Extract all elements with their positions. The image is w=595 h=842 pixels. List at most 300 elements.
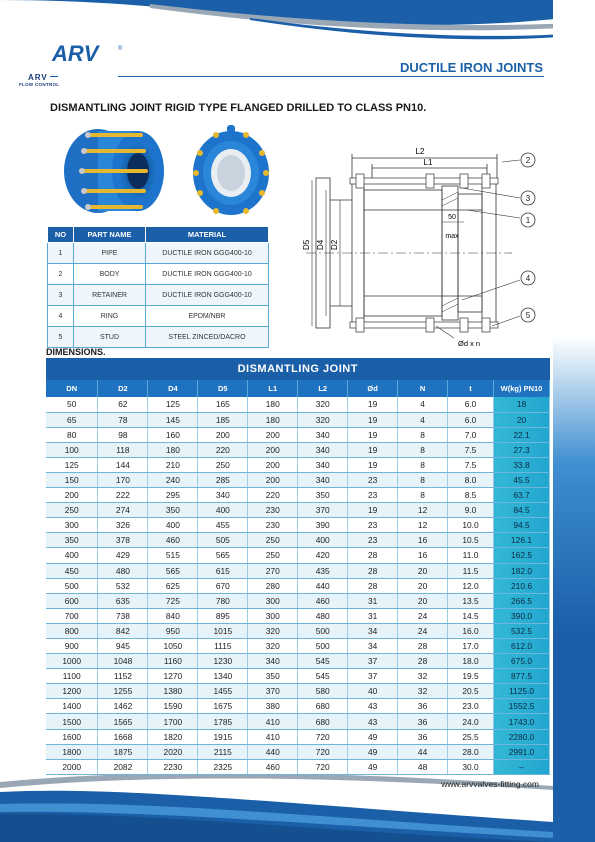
dimensions-cell: 30.0 xyxy=(448,759,494,774)
dimensions-cell: 8.5 xyxy=(448,488,494,503)
dimensions-cell: 1270 xyxy=(148,669,198,684)
dimensions-cell: 49 xyxy=(348,729,398,744)
dimensions-cell: 19 xyxy=(348,503,398,518)
dimensions-cell: 300 xyxy=(248,593,298,608)
arv-logo xyxy=(50,42,128,88)
svg-text:ARV: ARV xyxy=(52,42,99,64)
dimensions-cell: 19 xyxy=(348,427,398,442)
logo-name: ARV xyxy=(28,73,48,82)
right-accent-bar xyxy=(553,0,595,842)
dimensions-cell: 8 xyxy=(398,457,448,472)
dimensions-row xyxy=(46,714,550,729)
svg-text:2: 2 xyxy=(525,156,531,165)
dimensions-cell: 738 xyxy=(98,608,148,623)
dimensions-cell: 670 xyxy=(198,578,248,593)
dimensions-cell: 410 xyxy=(248,729,298,744)
dimensions-cell: 23 xyxy=(348,518,398,533)
dimensions-cell: 4 xyxy=(398,412,448,427)
dimensions-cell: 1565 xyxy=(98,714,148,729)
dimensions-cell: 565 xyxy=(148,563,198,578)
dimensions-cell: 36 xyxy=(398,729,448,744)
dimensions-cell: 950 xyxy=(148,623,198,638)
dimensions-cell: 100 xyxy=(46,442,98,457)
dimensions-cell: 23.0 xyxy=(448,699,494,714)
dimensions-cell: 515 xyxy=(148,548,198,563)
dimensions-cell: 200 xyxy=(248,472,298,487)
parts-cell: RING xyxy=(74,306,146,327)
dimensions-cell: 33.8 xyxy=(494,457,550,472)
dimensions-cell: 1230 xyxy=(198,654,248,669)
dimensions-cell: 615 xyxy=(198,563,248,578)
dimensions-header-cell: t xyxy=(448,380,494,397)
svg-text:®: ® xyxy=(118,46,123,52)
dimensions-cell: 420 xyxy=(298,548,348,563)
logo-tagline: FLOW CONTROL xyxy=(19,82,60,87)
dimensions-cell: 23 xyxy=(348,488,398,503)
parts-cell: 3 xyxy=(48,285,74,306)
dimensions-cell: 295 xyxy=(148,488,198,503)
dimensions-cell: 1820 xyxy=(148,729,198,744)
dimensions-cell: 250 xyxy=(248,533,298,548)
dimensions-cell: 400 xyxy=(298,533,348,548)
dimensions-cell: 11.0 xyxy=(448,548,494,563)
dimensions-header-cell: N xyxy=(398,380,448,397)
dimensions-title-row xyxy=(46,358,550,380)
parts-header-row xyxy=(48,227,269,243)
dimensions-cell: 460 xyxy=(148,533,198,548)
parts-cell: 2 xyxy=(48,264,74,285)
dimensions-cell: 19 xyxy=(348,457,398,472)
dimensions-cell: 230 xyxy=(248,503,298,518)
dimensions-cell: 180 xyxy=(248,397,298,412)
dimensions-cell: 23 xyxy=(348,533,398,548)
dimensions-cell: 380 xyxy=(248,699,298,714)
dimensions-cell: 340 xyxy=(298,442,348,457)
dimensions-cell: 43 xyxy=(348,714,398,729)
dimensions-cell: 145 xyxy=(148,412,198,427)
dimensions-cell: 842 xyxy=(98,623,148,638)
arv-logo-mark xyxy=(50,42,128,64)
dimensions-cell: 900 xyxy=(46,639,98,654)
dimensions-cell: 28 xyxy=(398,639,448,654)
dimensions-cell: 1500 xyxy=(46,714,98,729)
parts-cell: DUCTILE IRON GGG400-10 xyxy=(146,243,269,264)
dimensions-cell: 200 xyxy=(248,442,298,457)
dimensions-cell: 2991.0 xyxy=(494,744,550,759)
dimensions-cell: 8 xyxy=(398,442,448,457)
dimensions-cell: 16 xyxy=(398,548,448,563)
parts-cell: 5 xyxy=(48,327,74,348)
dimensions-cell: 48 xyxy=(398,759,448,774)
product-photo-angled xyxy=(186,123,276,218)
dimensions-cell: 150 xyxy=(46,472,98,487)
dimensions-row xyxy=(46,563,550,578)
dimensions-row xyxy=(46,397,550,412)
dimensions-cell: 1552.5 xyxy=(494,699,550,714)
dimensions-cell: 180 xyxy=(148,442,198,457)
parts-table xyxy=(47,226,269,348)
parts-cell: STUD xyxy=(74,327,146,348)
dimensions-cell: 63.7 xyxy=(494,488,550,503)
dimensions-cell: 2020 xyxy=(148,744,198,759)
dimensions-cell: 700 xyxy=(46,608,98,623)
dimensions-cell: 36 xyxy=(398,699,448,714)
dimensions-cell: 505 xyxy=(198,533,248,548)
dimensions-cell: 170 xyxy=(98,472,148,487)
dimensions-cell: 2115 xyxy=(198,744,248,759)
dimensions-cell: 580 xyxy=(298,684,348,699)
dimensions-cell: 144 xyxy=(98,457,148,472)
dimensions-cell: 675.0 xyxy=(494,654,550,669)
dimensions-cell: 1590 xyxy=(148,699,198,714)
dimensions-row xyxy=(46,533,550,548)
dimensions-cell: 94.5 xyxy=(494,518,550,533)
dimensions-cell: 185 xyxy=(198,412,248,427)
dimensions-cell: 1800 xyxy=(46,744,98,759)
parts-header-material: MATERIAL xyxy=(146,227,269,243)
dimensions-cell: 274 xyxy=(98,503,148,518)
dimensions-header-cell: L1 xyxy=(248,380,298,397)
svg-text:5: 5 xyxy=(525,311,531,320)
dimensions-cell: 1340 xyxy=(198,669,248,684)
dimensions-cell: 25.5 xyxy=(448,729,494,744)
dimensions-cell: 32 xyxy=(398,684,448,699)
dimensions-cell: 8.0 xyxy=(448,472,494,487)
dimensions-cell: 480 xyxy=(98,563,148,578)
parts-cell: BODY xyxy=(74,264,146,285)
dimensions-row xyxy=(46,729,550,744)
dimensions-cell: 4 xyxy=(398,397,448,412)
dimensions-cell: 1600 xyxy=(46,729,98,744)
dimensions-row xyxy=(46,699,550,714)
dimensions-row xyxy=(46,654,550,669)
dimensions-cell: 1100 xyxy=(46,669,98,684)
dimensions-cell: 78 xyxy=(98,412,148,427)
dimensions-cell: 14.5 xyxy=(448,608,494,623)
dimensions-cell: 532.5 xyxy=(494,623,550,638)
dimensions-cell: 455 xyxy=(198,518,248,533)
dimensions-row xyxy=(46,503,550,518)
dimensions-cell: 19 xyxy=(348,397,398,412)
dimensions-row xyxy=(46,684,550,699)
dimensions-cell: 680 xyxy=(298,699,348,714)
product-photo-assembled xyxy=(58,123,168,218)
dimensions-cell: 125 xyxy=(46,457,98,472)
parts-cell: PIPE xyxy=(74,243,146,264)
dimensions-row xyxy=(46,578,550,593)
dimensions-cell: 1152 xyxy=(98,669,148,684)
dimensions-cell: 1160 xyxy=(148,654,198,669)
dimensions-cell: 19 xyxy=(348,412,398,427)
dimensions-row xyxy=(46,412,550,427)
dimensions-cell: 895 xyxy=(198,608,248,623)
dimensions-cell: 62 xyxy=(98,397,148,412)
parts-row xyxy=(48,306,269,327)
dimensions-cell: 400 xyxy=(198,503,248,518)
dimensions-cell: 24 xyxy=(398,608,448,623)
dimensions-cell: 1675 xyxy=(198,699,248,714)
svg-text:50: 50 xyxy=(448,214,456,221)
dimensions-cell: 440 xyxy=(298,578,348,593)
dimensions-cell: 720 xyxy=(298,729,348,744)
dimensions-cell: 612.0 xyxy=(494,639,550,654)
dimensions-row xyxy=(46,472,550,487)
dimensions-cell: 400 xyxy=(148,518,198,533)
dimensions-cell: 200 xyxy=(198,427,248,442)
dimensions-cell: 300 xyxy=(248,608,298,623)
dimensions-cell: 34 xyxy=(348,623,398,638)
dimensions-cell: 285 xyxy=(198,472,248,487)
dimensions-cell: 2000 xyxy=(46,759,98,774)
dimensions-row xyxy=(46,593,550,608)
dimensions-cell: 500 xyxy=(298,623,348,638)
dimensions-header-cell: W(kg) PN10 xyxy=(494,380,550,397)
dimensions-cell: 800 xyxy=(46,623,98,638)
dimensions-cell: 635 xyxy=(98,593,148,608)
dimensions-cell: 1048 xyxy=(98,654,148,669)
dimensions-cell: 11.5 xyxy=(448,563,494,578)
dimensions-cell: 1743.0 xyxy=(494,714,550,729)
dimensions-cell: 320 xyxy=(298,397,348,412)
dimensions-cell: 37 xyxy=(348,654,398,669)
svg-text:D5: D5 xyxy=(302,239,311,250)
dimensions-cell: 600 xyxy=(46,593,98,608)
parts-row xyxy=(48,285,269,306)
dimensions-cell: 250 xyxy=(248,548,298,563)
dimensions-cell: 7.0 xyxy=(448,427,494,442)
dimensions-cell: 340 xyxy=(298,427,348,442)
parts-row xyxy=(48,327,269,348)
dimensions-row xyxy=(46,548,550,563)
dimensions-row xyxy=(46,457,550,472)
dimensions-cell: 23 xyxy=(348,472,398,487)
dimensions-cell: 24 xyxy=(398,623,448,638)
dimensions-cell: 435 xyxy=(298,563,348,578)
parts-cell: DUCTILE IRON GGG400-10 xyxy=(146,264,269,285)
svg-text:L2: L2 xyxy=(415,147,425,156)
dimensions-cell: 28.0 xyxy=(448,744,494,759)
dimensions-row xyxy=(46,744,550,759)
dimensions-row xyxy=(46,623,550,638)
dimensions-cell: 720 xyxy=(298,744,348,759)
dimensions-cell: 1915 xyxy=(198,729,248,744)
dimensions-header-cell: D4 xyxy=(148,380,198,397)
dimensions-cell: 16 xyxy=(398,533,448,548)
dimensions-cell: 326 xyxy=(98,518,148,533)
dimensions-cell: 16.0 xyxy=(448,623,494,638)
dimensions-cell: 1668 xyxy=(98,729,148,744)
dimensions-cell: 378 xyxy=(98,533,148,548)
dimensions-cell: 2082 xyxy=(98,759,148,774)
dimensions-cell: 1400 xyxy=(46,699,98,714)
dimensions-cell: 6.0 xyxy=(448,397,494,412)
dimensions-cell: 9.0 xyxy=(448,503,494,518)
dimensions-cell: 31 xyxy=(348,593,398,608)
dimensions-cell: 390.0 xyxy=(494,608,550,623)
dimensions-row xyxy=(46,488,550,503)
dimensions-cell: 222 xyxy=(98,488,148,503)
dimensions-cell: 370 xyxy=(298,503,348,518)
dimensions-cell: 44 xyxy=(398,744,448,759)
dimensions-cell: 1462 xyxy=(98,699,148,714)
parts-cell: STEEL ZINCED/DACRO xyxy=(146,327,269,348)
dimensions-cell: 266.5 xyxy=(494,593,550,608)
dimensions-cell: 625 xyxy=(148,578,198,593)
dimensions-cell: 182.0 xyxy=(494,563,550,578)
dimensions-cell: 28 xyxy=(348,578,398,593)
svg-text:3: 3 xyxy=(525,194,531,203)
dimensions-table-title: DISMANTLING JOINT xyxy=(46,358,550,380)
dimensions-cell: 180 xyxy=(248,412,298,427)
dimensions-cell: – xyxy=(494,759,550,774)
dimensions-cell: 7.5 xyxy=(448,442,494,457)
dimensions-cell: 65 xyxy=(46,412,98,427)
dimensions-cell: 320 xyxy=(298,412,348,427)
svg-text:4: 4 xyxy=(525,274,531,283)
parts-header-name: PART NAME xyxy=(74,227,146,243)
dimensions-cell: 20 xyxy=(398,563,448,578)
dimensions-table xyxy=(46,358,550,775)
parts-cell: RETAINER xyxy=(74,285,146,306)
dimensions-cell: 28 xyxy=(348,563,398,578)
dimensions-cell: 240 xyxy=(148,472,198,487)
dimensions-cell: 50 xyxy=(46,397,98,412)
dimensions-cell: 1015 xyxy=(198,623,248,638)
dimensions-cell: 31 xyxy=(348,608,398,623)
dimensions-cell: 27.3 xyxy=(494,442,550,457)
dimensions-cell: 43 xyxy=(348,699,398,714)
dimensions-cell: 450 xyxy=(46,563,98,578)
dimensions-row xyxy=(46,442,550,457)
dimensions-cell: 545 xyxy=(298,654,348,669)
product-subtitle: DISMANTLING JOINT RIGID TYPE FLANGED DRILLED TO CLASS PN10. xyxy=(50,102,427,114)
dimensions-cell: 720 xyxy=(298,759,348,774)
dimensions-cell: 36 xyxy=(398,714,448,729)
dimensions-cell: 2325 xyxy=(198,759,248,774)
dimensions-header-cell: DN xyxy=(46,380,98,397)
dimensions-cell: 17.0 xyxy=(448,639,494,654)
dimensions-cell: 280 xyxy=(248,578,298,593)
dimensions-cell: 200 xyxy=(46,488,98,503)
dimensions-cell: 350 xyxy=(298,488,348,503)
dimensions-cell: 2230 xyxy=(148,759,198,774)
dimensions-cell: 250 xyxy=(46,503,98,518)
dimensions-cell: 49 xyxy=(348,744,398,759)
website-url: www.arvvalves-fitting.com xyxy=(441,779,539,789)
dimensions-row xyxy=(46,639,550,654)
dimensions-cell: 20 xyxy=(494,412,550,427)
dimensions-cell: 725 xyxy=(148,593,198,608)
dimensions-cell: 80 xyxy=(46,427,98,442)
dimensions-cell: 390 xyxy=(298,518,348,533)
dimensions-cell: 45.5 xyxy=(494,472,550,487)
dimensions-cell: 1380 xyxy=(148,684,198,699)
dimensions-cell: 8 xyxy=(398,488,448,503)
parts-row xyxy=(48,264,269,285)
dimensions-cell: 6.0 xyxy=(448,412,494,427)
dimensions-cell: 126.1 xyxy=(494,533,550,548)
dimensions-cell: 7.5 xyxy=(448,457,494,472)
dimensions-header-row xyxy=(46,380,550,397)
svg-text:D2: D2 xyxy=(330,239,339,250)
dimensions-cell: 480 xyxy=(298,608,348,623)
svg-text:Ød x n: Ød x n xyxy=(458,339,481,348)
dimensions-cell: 460 xyxy=(248,759,298,774)
dimensions-cell: 118 xyxy=(98,442,148,457)
dimensions-cell: 460 xyxy=(298,593,348,608)
dimensions-cell: 500 xyxy=(46,578,98,593)
dimensions-cell: 8 xyxy=(398,472,448,487)
dimensions-cell: 565 xyxy=(198,548,248,563)
dimensions-cell: 340 xyxy=(198,488,248,503)
dimensions-cell: 37 xyxy=(348,669,398,684)
dimensions-cell: 1455 xyxy=(198,684,248,699)
svg-text:1: 1 xyxy=(525,216,531,225)
dimensions-cell: 12 xyxy=(398,518,448,533)
dimensions-cell: 877.5 xyxy=(494,669,550,684)
dimensions-cell: 12 xyxy=(398,503,448,518)
dimensions-cell: 780 xyxy=(198,593,248,608)
dimensions-cell: 10.0 xyxy=(448,518,494,533)
dimensions-cell: 22.1 xyxy=(494,427,550,442)
document-title: DUCTILE IRON JOINTS xyxy=(399,60,543,75)
dimensions-cell: 162.5 xyxy=(494,548,550,563)
dimensions-cell: 28 xyxy=(348,548,398,563)
dimensions-cell: 19 xyxy=(348,442,398,457)
dimensions-cell: 945 xyxy=(98,639,148,654)
parts-cell: EPDM/NBR xyxy=(146,306,269,327)
dimensions-cell: 230 xyxy=(248,518,298,533)
dimensions-cell: 40 xyxy=(348,684,398,699)
dimensions-header-cell: L2 xyxy=(298,380,348,397)
dimensions-cell: 1700 xyxy=(148,714,198,729)
dimensions-cell: 165 xyxy=(198,397,248,412)
parts-cell: DUCTILE IRON GGG400-10 xyxy=(146,285,269,306)
dimensions-cell: 18.0 xyxy=(448,654,494,669)
dimensions-cell: 429 xyxy=(98,548,148,563)
dimensions-cell: 18 xyxy=(494,397,550,412)
dimensions-cell: 10.5 xyxy=(448,533,494,548)
dimensions-cell: 545 xyxy=(298,669,348,684)
header-rule-gap xyxy=(58,73,118,81)
dimensions-cell: 320 xyxy=(248,623,298,638)
dimensions-cell: 19.5 xyxy=(448,669,494,684)
dimensions-cell: 1115 xyxy=(198,639,248,654)
dimensions-cell: 410 xyxy=(248,714,298,729)
dimensions-cell: 1255 xyxy=(98,684,148,699)
dimensions-cell: 220 xyxy=(248,488,298,503)
dimensions-cell: 200 xyxy=(248,427,298,442)
dimensions-cell: 500 xyxy=(298,639,348,654)
dimensions-header-cell: D2 xyxy=(98,380,148,397)
dimensions-cell: 370 xyxy=(248,684,298,699)
dimensions-cell: 20 xyxy=(398,578,448,593)
dimensions-cell: 350 xyxy=(46,533,98,548)
dimensions-cell: 220 xyxy=(198,442,248,457)
dimensions-cell: 49 xyxy=(348,759,398,774)
dimensions-cell: 350 xyxy=(248,669,298,684)
dimensions-cell: 98 xyxy=(98,427,148,442)
dimensions-cell: 24.0 xyxy=(448,714,494,729)
dimensions-row xyxy=(46,427,550,442)
dimensions-cell: 12.0 xyxy=(448,578,494,593)
dimensions-cell: 13.5 xyxy=(448,593,494,608)
dimensions-cell: 84.5 xyxy=(494,503,550,518)
dimensions-cell: 8 xyxy=(398,427,448,442)
dimensions-cell: 250 xyxy=(198,457,248,472)
dimensions-cell: 270 xyxy=(248,563,298,578)
header-rule xyxy=(50,76,544,77)
